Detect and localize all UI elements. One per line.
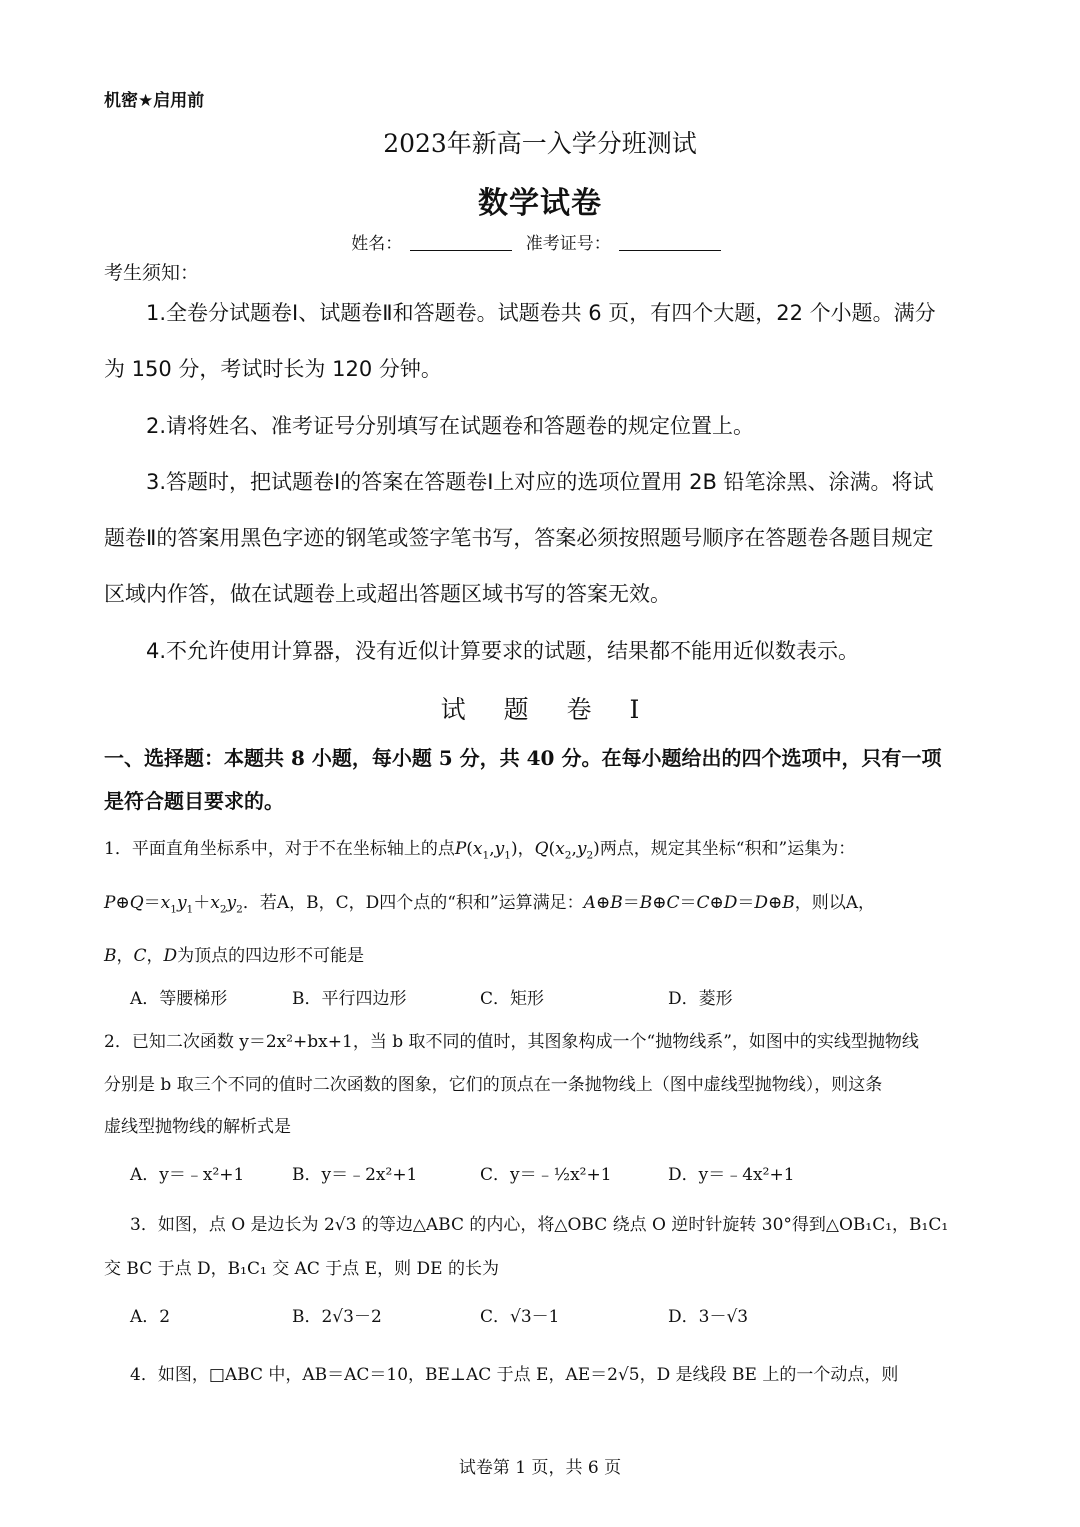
q3-option-b: B．2√3－2 (292, 1307, 382, 1327)
q3-option-c: C．√3－1 (480, 1307, 560, 1327)
rule-4: 4.不允许使用计算器，没有近似计算要求的试题，结果都不能用近似数表示。 (146, 639, 860, 663)
q1-option-a: A．等腰梯形 (130, 989, 228, 1009)
q2-line-3: 虚线型抛物线的解析式是 (104, 1117, 291, 1137)
subject-title: 数学试卷 (478, 186, 602, 221)
q1-option-c: C．矩形 (480, 989, 545, 1009)
rule-3-line-3: 区域内作答，做在试题卷上或超出答题区域书写的答案无效。 (104, 582, 671, 606)
q3-option-d: D．3－√3 (668, 1307, 749, 1327)
q4-line-1: 4．如图，□ABC 中，AB＝AC＝10，BE⊥AC 于点 E，AE＝2√5，D 是线段 BE 上的一个动点，则 (130, 1365, 899, 1385)
q3-line-2: 交 BC 于点 D，B₁C₁ 交 AC 于点 E，则 DE 的长为 (104, 1259, 499, 1279)
q1-option-d: D．菱形 (668, 989, 733, 1009)
q2-option-d: D．y＝﹣4x²+1 (668, 1165, 795, 1185)
q2-option-c: C．y＝﹣½x²+1 (480, 1165, 612, 1185)
q2-option-a: A．y＝﹣x²+1 (130, 1165, 245, 1185)
rule-1-line-2: 为 150 分，考试时长为 120 分钟。 (104, 357, 442, 381)
q1-option-b: B．平行四边形 (292, 989, 407, 1009)
part-1-heading-line-1: 一、选择题：本题共 8 小题，每小题 5 分，共 40 分。在每小题给出的四个选项中，只有一项 (104, 746, 942, 770)
page-footer: 试卷第 1 页，共 6 页 (458, 1458, 622, 1478)
confidential-mark: 机密★启用前 (104, 91, 205, 111)
rule-2: 2.请将姓名、准考证号分别填写在试题卷和答题卷的规定位置上。 (146, 414, 755, 438)
notice-heading: 考生须知： (104, 262, 200, 284)
rule-1-line-1: 1.全卷分试题卷Ⅰ、试题卷Ⅱ和答题卷。试题卷共 6 页，有四个大题，22 个小题。满分 (146, 301, 936, 325)
q1-line-1: 1．平面直角坐标系中，对于不在坐标轴上的点$P(x_1,y_1)$，$Q(x_2,y_2)$两点，规定其坐标“积和”运集为： (104, 839, 856, 862)
id-label: 准考证号： (525, 234, 611, 254)
candidate-fields (0, 229, 1080, 254)
section-title: 试 题 卷 Ⅰ (440, 695, 640, 724)
q3-line-1: 3．如图，点 O 是边长为 2√3 的等边△ABC 的内心，将△OBC 绕点 O 逆时针旋转 30°得到△OB₁C₁，B₁C₁ (130, 1215, 949, 1235)
q1-line-2: $P\oplus Q=x_1y_1+x_2y_2$．若A，B，C，D四个点的“积和”运算满足：A⊕B＝B⊕C＝C⊕D＝D⊕B，则以A， (104, 893, 876, 916)
q2-line-1: 2．已知二次函数 y＝2x²+bx+1，当 b 取不同的值时，其图象构成一个“抛物线系”，如图中的实线型抛物线 (104, 1032, 919, 1052)
name-blank (410, 236, 512, 251)
id-blank (619, 236, 721, 251)
q2-line-2: 分别是 b 取三个不同的值时二次函数的图象，它们的顶点在一条抛物线上（图中虚线型抛物线），则这条 (104, 1075, 883, 1095)
rule-3-line-1: 3.答题时，把试题卷Ⅰ的答案在答题卷Ⅰ上对应的选项位置用 2B 铅笔涂黑、涂满。将试 (146, 470, 934, 494)
rule-3-line-2: 题卷Ⅱ的答案用黑色字迹的钢笔或签字笔书写，答案必须按照题号顺序在答题卷各题目规定 (104, 526, 934, 550)
name-label: 姓名： (351, 234, 403, 254)
exam-title: 2023年新高一入学分班测试 (383, 129, 697, 158)
q1-line-3: B，C，D为顶点的四边形不可能是 (104, 946, 365, 966)
q2-option-b: B．y＝﹣2x²+1 (292, 1165, 418, 1185)
q3-option-a: A．2 (130, 1307, 171, 1327)
part-1-heading-line-2: 是符合题目要求的。 (104, 789, 284, 813)
